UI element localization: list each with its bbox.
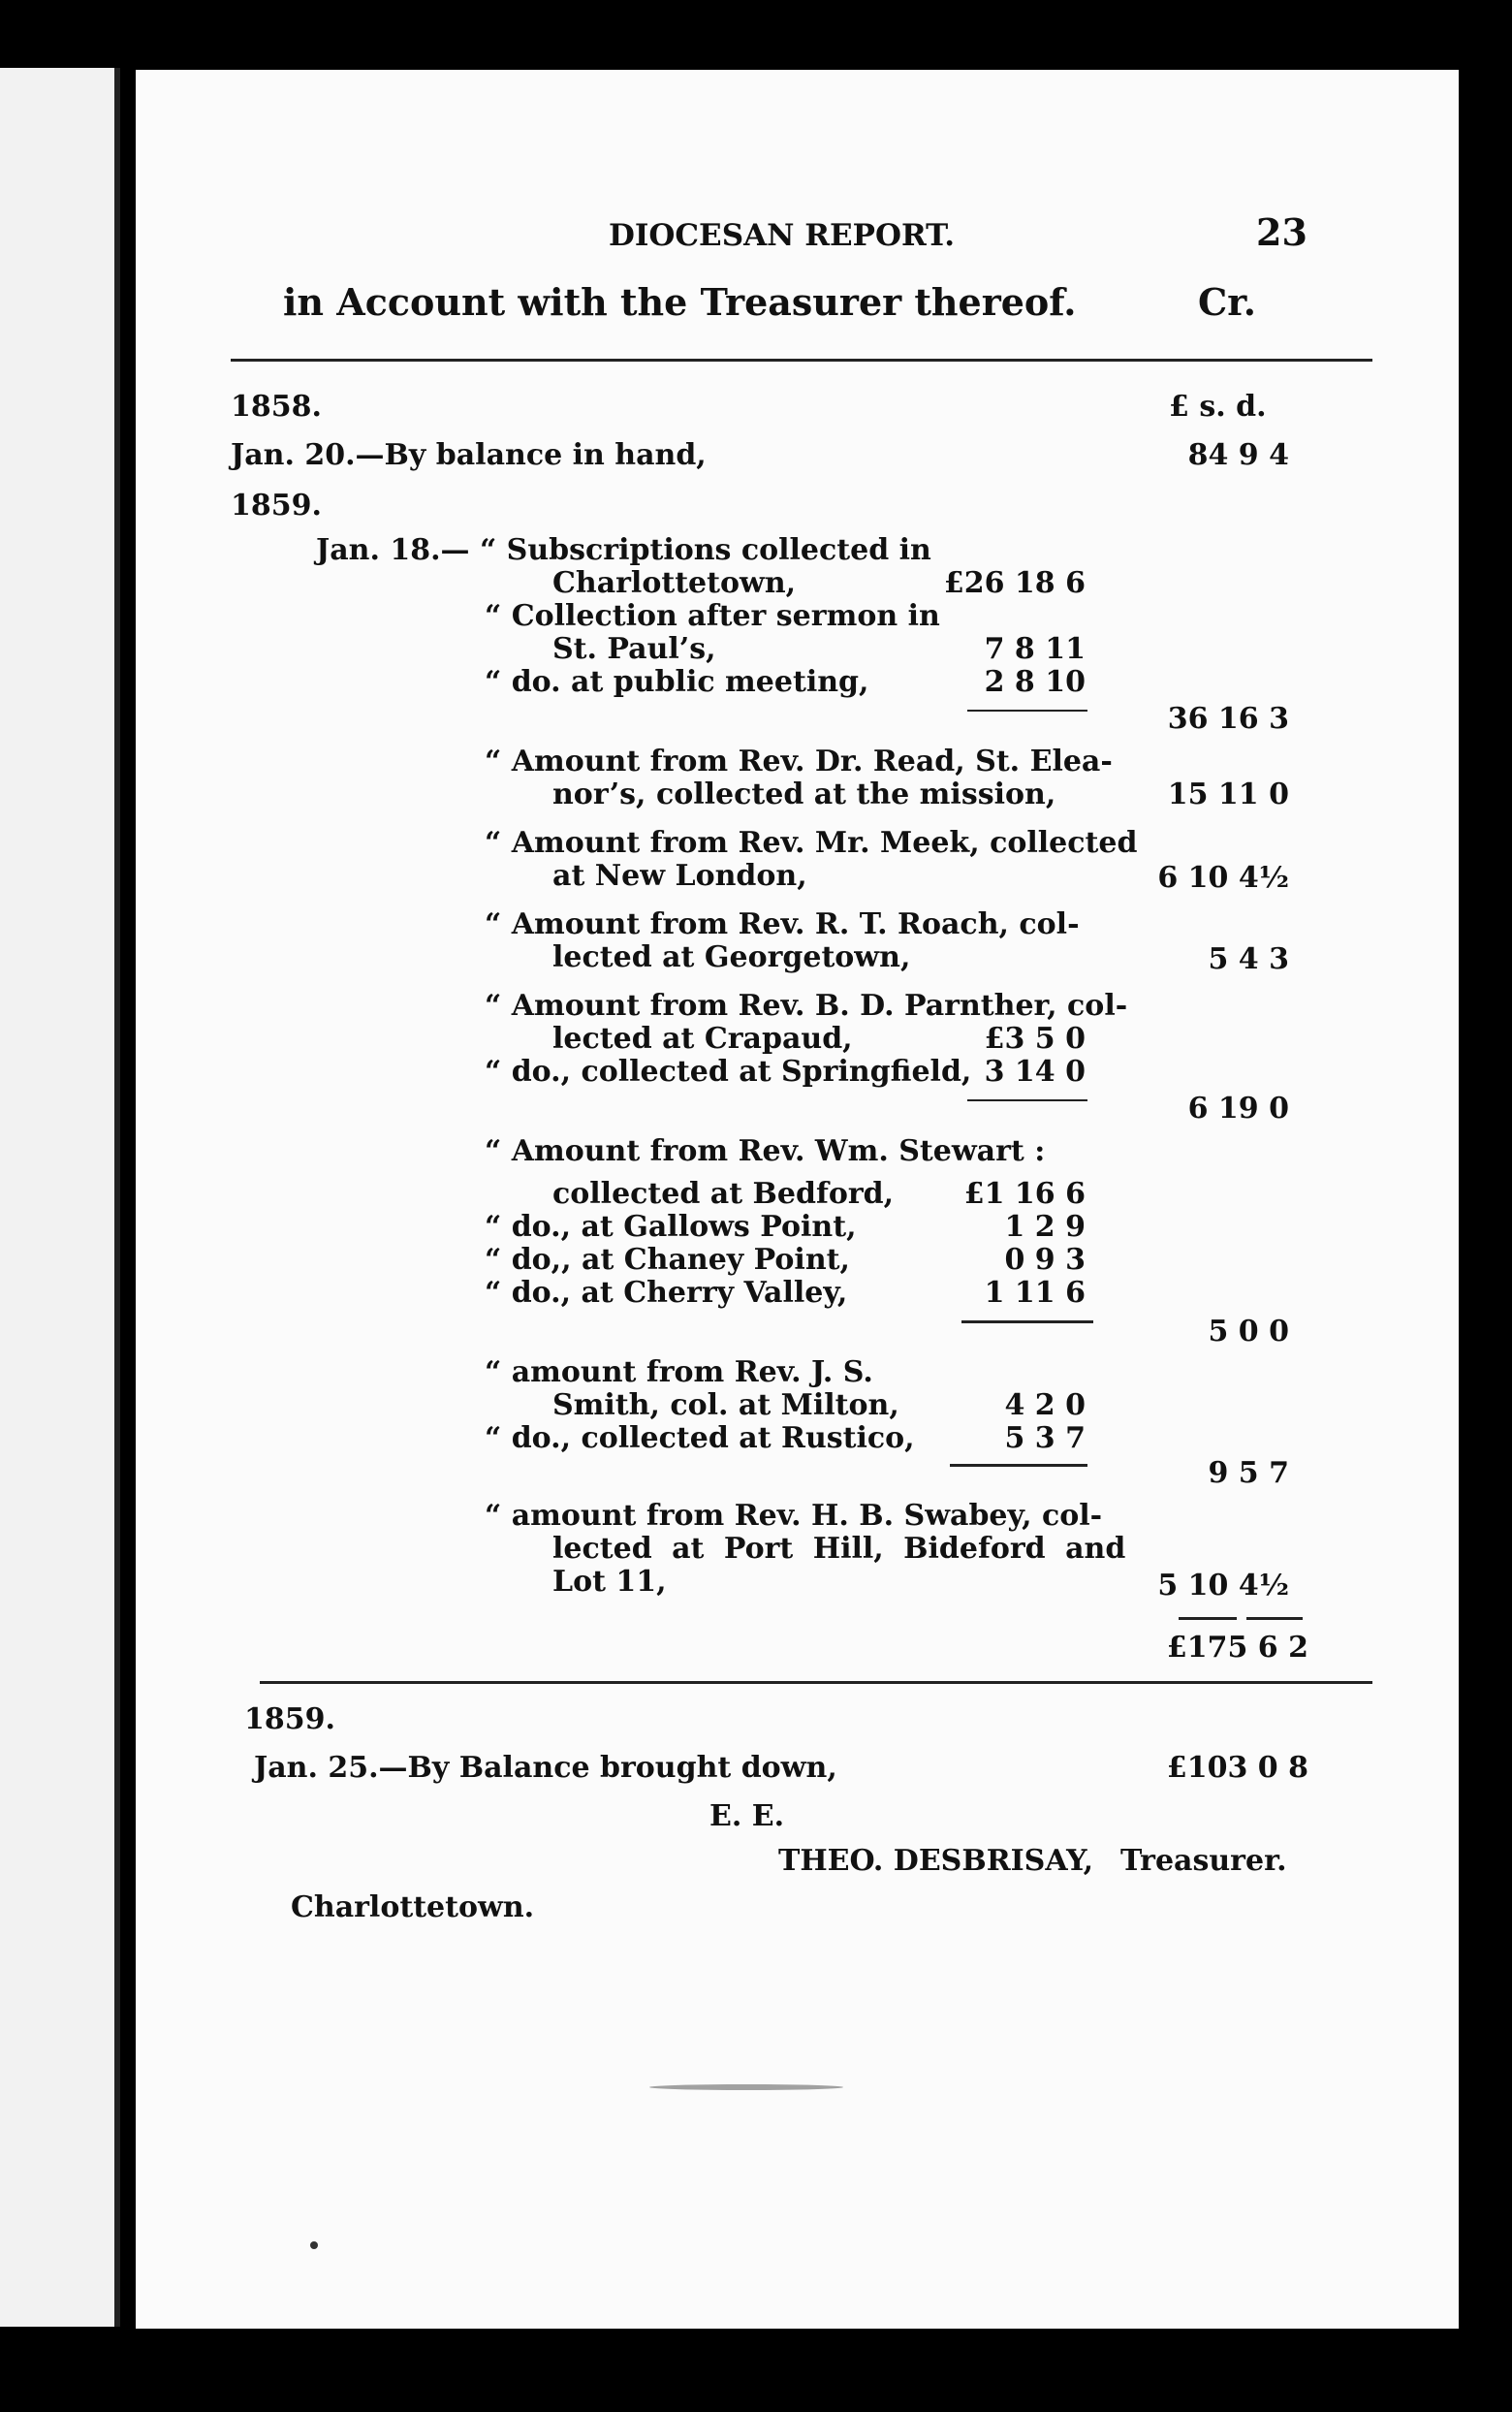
scan-dot bbox=[310, 2241, 318, 2249]
total-rule-b bbox=[1246, 1617, 1303, 1620]
public-meeting-sub: 2 8 10 bbox=[984, 665, 1086, 699]
initials: E. E. bbox=[709, 1799, 785, 1833]
bedford-text: collected at Bedford, bbox=[552, 1177, 895, 1211]
total-4: 9 5 7 bbox=[1208, 1456, 1289, 1490]
meek-line-1: “ Amount from Rev. Mr. Meek, collected bbox=[485, 826, 1138, 860]
roach-amount: 5 4 3 bbox=[1208, 942, 1289, 976]
year-1858: 1858. bbox=[231, 390, 322, 424]
collection-sermon-text: “ Collection after sermon in bbox=[485, 599, 940, 633]
balance-1858-amount: 84 9 4 bbox=[1187, 438, 1289, 472]
st-pauls-text: St. Paul’s, bbox=[552, 632, 716, 666]
running-title: DIOCESAN REPORT. bbox=[609, 218, 956, 253]
charlottetown-text: Charlottetown, bbox=[552, 566, 797, 600]
public-meeting-text: “ do. at public meeting, bbox=[485, 665, 869, 699]
treasurer-name: THEO. DESBRISAY, bbox=[778, 1844, 1094, 1878]
chaney-text: “ do,, at Chaney Point, bbox=[485, 1243, 850, 1277]
balance-brought-down-text: Jan. 25.—By Balance brought down, bbox=[254, 1751, 837, 1785]
footer-rule bbox=[260, 1681, 1372, 1684]
swabey-amount: 5 10 4½ bbox=[1157, 1569, 1289, 1603]
smith-line-2: Smith, col. at Milton, bbox=[552, 1388, 899, 1422]
currency-header: £ s. d. bbox=[1169, 390, 1267, 424]
bedford-sub: £1 16 6 bbox=[963, 1177, 1086, 1211]
document-page bbox=[136, 70, 1459, 2329]
swabey-line-3: Lot 11, bbox=[552, 1565, 667, 1599]
swabey-line-1: “ amount from Rev. H. B. Swabey, col- bbox=[485, 1499, 1103, 1533]
gallows-sub: 1 2 9 bbox=[1004, 1210, 1086, 1244]
rustico-sub: 5 3 7 bbox=[1004, 1421, 1086, 1455]
subtotal-rule-3 bbox=[961, 1320, 1093, 1323]
meek-amount: 6 10 4½ bbox=[1157, 861, 1289, 895]
read-line-2: nor’s, collected at the mission, bbox=[552, 778, 1056, 811]
smith-line-1: “ amount from Rev. J. S. bbox=[485, 1355, 873, 1389]
balance-brought-down-amount: £103 0 8 bbox=[1166, 1751, 1308, 1785]
meek-line-2: at New London, bbox=[552, 859, 807, 893]
parnther-line-1: “ Amount from Rev. B. D. Parnther, col- bbox=[485, 989, 1128, 1023]
st-pauls-sub: 7 8 11 bbox=[984, 632, 1086, 666]
read-line-1: “ Amount from Rev. Dr. Read, St. Elea- bbox=[485, 745, 1113, 778]
year-1859: 1859. bbox=[231, 489, 322, 523]
cherry-text: “ do., at Cherry Valley, bbox=[485, 1276, 848, 1310]
grand-total: £175 6 2 bbox=[1166, 1631, 1308, 1665]
chaney-sub: 0 9 3 bbox=[1004, 1243, 1086, 1277]
parnther-line-2: lected at Crapaud, bbox=[552, 1022, 853, 1056]
gallows-text: “ do., at Gallows Point, bbox=[485, 1210, 857, 1244]
credit-label: Cr. bbox=[1198, 280, 1257, 324]
swabey-line-2: lected at Port Hill, Bideford and bbox=[552, 1532, 1126, 1566]
springfield-text: “ do., collected at Springfield, bbox=[485, 1055, 972, 1089]
total-rule-a bbox=[1179, 1617, 1237, 1620]
cherry-sub: 1 11 6 bbox=[984, 1276, 1086, 1310]
parnther-sub: £3 5 0 bbox=[984, 1022, 1086, 1056]
header-rule bbox=[231, 359, 1372, 362]
footer-year: 1859. bbox=[244, 1702, 335, 1736]
roach-line-2: lected at Georgetown, bbox=[552, 940, 911, 974]
account-subtitle: in Account with the Treasurer thereof. bbox=[283, 280, 1077, 324]
place: Charlottetown. bbox=[291, 1890, 535, 1924]
subtotal-rule-4 bbox=[950, 1464, 1087, 1467]
total-2: 6 19 0 bbox=[1187, 1092, 1289, 1126]
scan-smudge bbox=[649, 2084, 843, 2090]
jan18-text: Jan. 18.— “ Subscriptions collected in bbox=[316, 533, 931, 567]
total-3: 5 0 0 bbox=[1208, 1315, 1289, 1349]
page-number: 23 bbox=[1256, 210, 1307, 254]
total-1: 36 16 3 bbox=[1167, 702, 1289, 736]
subtotal-rule-1 bbox=[967, 710, 1087, 712]
read-amount: 15 11 0 bbox=[1167, 778, 1289, 811]
rustico-text: “ do., collected at Rustico, bbox=[485, 1421, 915, 1455]
roach-line-1: “ Amount from Rev. R. T. Roach, col- bbox=[485, 907, 1080, 941]
springfield-sub: 3 14 0 bbox=[984, 1055, 1086, 1089]
charlottetown-sub: £26 18 6 bbox=[943, 566, 1086, 600]
treasurer-title: Treasurer. bbox=[1120, 1844, 1287, 1878]
subtotal-rule-2 bbox=[967, 1099, 1087, 1101]
balance-1858-text: Jan. 20.—By balance in hand, bbox=[231, 438, 707, 472]
facing-page-edge bbox=[0, 68, 120, 2327]
smith-sub: 4 2 0 bbox=[1004, 1388, 1086, 1422]
stewart-line-1: “ Amount from Rev. Wm. Stewart : bbox=[485, 1134, 1046, 1168]
